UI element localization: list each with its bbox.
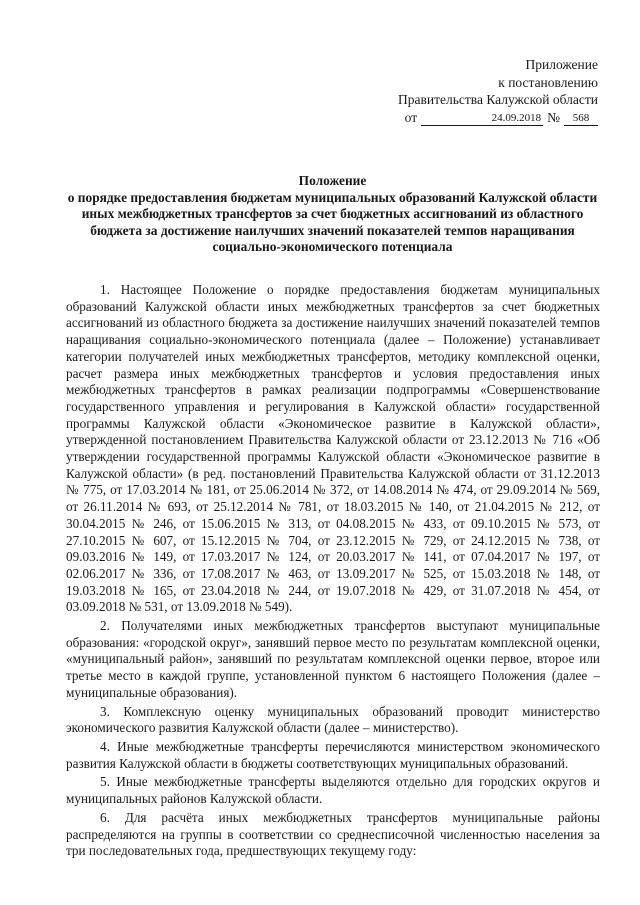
annex-block <box>338 56 598 126</box>
paragraph-4: 4. Иные межбюджетные трансферты перечисляются министерством экономического развития Калужской области в бюджеты соответствующих муниципальных образований. <box>66 738 600 771</box>
annex-government: Правительства Калужской области <box>397 92 598 107</box>
paragraph-2: 2. Получателями иных межбюджетных трансфертов выступают муниципальные образования: «городской округ», занявший первое место по результатам комплексной оценки, «муниципальный район», занявший по результатам комплексной оценки первое, второе или третье место в каждой группе, установленной пунктом 6 настоящего Положения (далее – муниципальные образования). <box>66 618 600 700</box>
paragraph-1: 1. Настоящее Положение о порядке предоставления бюджетам муниципальных образований Калужской области иных межбюджетных трансфертов за счет бюджетных ассигнований из областного бюджета за достижение наилучших значений показателей темпов наращивания социально-экономического потенциала (далее – Положение) устанавливает категории получателей иных межбюджетных трансфертов, методику комплексной оценки, расчет размера иных межбюджетных трансфертов и условия предоставления иных межбюджетных трансфертов в рамках реализации подпрограммы «Совершенствование государственного управления и регулирования в Калужской области» государственной программы Калужской области «Экономическое развитие в Калужской области», утвержденной постановлением Правительства Калужской области от 23.12.2013 № 716 «Об утверждении государственной программы Калужской области «Экономическое развитие в Калужской области» (в ред. постановлений Правительства Калужской области от 31.12.2013 № 775, от 17.03.2014 № 181, от 25.06.2014 № 372, от 14.08.2014 № 474, от 29.09.2014 № 569, от 26.11.2014 № 693, от 25.12.2014 № 781, от 18.03.2015 № 140, от 21.04.2015 № 212, от 30.04.2015 № 246, от 15.06.2015 № 313, от 04.08.2015 № 433, от 09.10.2015 № 573, от 27.10.2015 № 607, от 15.12.2015 № 704, от 23.12.2015 № 729, от 24.12.2015 № 738, от 09.03.2016 № 149, от 17.03.2017 № 124, от 20.03.2017 № 141, от 07.04.2017 № 197, от 02.06.2017 № 336, от 17.08.2017 № 463, от 13.09.2017 № 525, от 15.03.2018 № 148, от 19.03.2018 № 165, от 23.04.2018 № 244, от 19.07.2018 № 429, от 31.07.2018 № 454, от 03.09.2018 № 531, от 13.09.2018 № 549). <box>66 282 600 615</box>
annex-resolution: к постановлению <box>498 74 598 90</box>
document-title <box>55 173 610 256</box>
document-body <box>66 282 600 862</box>
from-label: от <box>404 109 418 125</box>
title-heading: Положение <box>298 173 367 188</box>
paragraph-6: 6. Для расчёта иных межбюджетных трансфертов муниципальные районы распределяются на группы в соответствии со среднесписочной численностью населения за три последовательных года, предшествующих текущему году: <box>66 809 600 859</box>
number-label: № <box>547 109 560 125</box>
paragraph-5: 5. Иные межбюджетные трансферты выделяются отдельно для городских округов и муниципальных районов Калужской области. <box>66 774 600 807</box>
title-text: о порядке предоставления бюджетам муниципальных образований Калужской области иных межбюджетных трансфертов за счет бюджетных ассигнований из областного бюджета за достижение наилучших значений показателей темпов наращивания социально-экономического потенциала <box>67 189 598 254</box>
paragraph-3: 3. Комплексную оценку муниципальных образований проводит министерство экономического развития Калужской области (далее – министерство). <box>66 703 600 736</box>
resolution-number: 568 <box>564 112 598 126</box>
resolution-date: 24.09.2018 <box>421 112 543 126</box>
annex-label: Приложение <box>525 57 598 72</box>
annex-date-number <box>338 109 598 127</box>
